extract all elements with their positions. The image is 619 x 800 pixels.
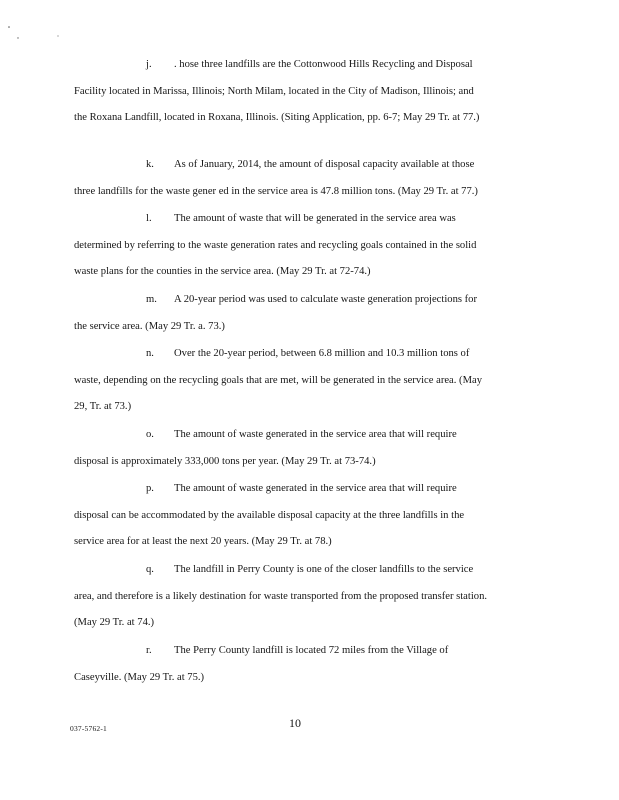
paragraph-text: The amount of waste that will be generated in the service area was — [174, 213, 456, 224]
paragraph-line: waste, depending on the recycling goals that are met, will be generated in the service area. (May — [74, 374, 482, 386]
paragraph-line: disposal can be accommodated by the available disposal capacity at the three landfills in the — [74, 509, 465, 521]
paragraph-line — [74, 156, 526, 183]
paragraph-text: The landfill in Perry County is one of the closer landfills to the service — [174, 564, 474, 575]
paragraph-text: The amount of waste generated in the service area that will require — [174, 483, 457, 494]
scan-specks — [6, 24, 66, 44]
paragraph-marker: n. — [146, 348, 154, 359]
paragraph-n — [74, 345, 526, 425]
paragraph-text: The amount of waste generated in the service area that will require — [174, 429, 457, 440]
paragraph-marker: r. — [146, 645, 152, 656]
paragraph-line: waste plans for the counties in the service area. (May 29 Tr. at 72-74.) — [74, 266, 371, 277]
paragraph-text: . hose three landfills are the Cottonwood Hills Recycling and Disposal — [174, 59, 473, 70]
paragraph-text: The Perry County landfill is located 72 miles from the Village of — [174, 645, 449, 656]
paragraph-line — [74, 642, 526, 669]
paragraph-line — [74, 291, 526, 318]
paragraph-marker: q. — [146, 564, 154, 575]
paragraph-line — [74, 210, 526, 237]
paragraph-line: the Roxana Landfill, located in Roxana, Illinois. (Siting Application, pp. 6-7; May 29 Tr. at 77.) — [74, 112, 480, 123]
paragraph-k — [74, 156, 526, 209]
paragraph-line — [74, 561, 526, 588]
paragraph-line — [74, 56, 526, 83]
paragraph-line: disposal is approximately 333,000 tons per year. (May 29 Tr. at 73-74.) — [74, 455, 376, 467]
paragraph-marker: p. — [146, 483, 154, 494]
paragraph-line: service area for at least the next 20 years. (May 29 Tr. at 78.) — [74, 536, 332, 547]
paragraph-marker: m. — [146, 294, 157, 305]
paragraph-line: Facility located in Marissa, Illinois; North Milam, located in the City of Madison, Illinois; and — [74, 85, 474, 97]
paragraph-line: 29, Tr. at 73.) — [74, 401, 132, 412]
paragraph-text: A 20-year period was used to calculate waste generation projections for — [174, 294, 477, 305]
paragraph-line: three landfills for the waste gener ed in the service area is 47.8 million tons. (May 29 Tr. at 77.) — [74, 185, 478, 197]
document-code: 037-5762-1 — [70, 724, 107, 733]
paragraph-o — [74, 426, 526, 479]
paragraph-line — [74, 480, 526, 507]
paragraph-text: Over the 20-year period, between 6.8 million and 10.3 million tons of — [174, 348, 470, 359]
paragraph-line: (May 29 Tr. at 74.) — [74, 617, 155, 628]
paragraph-l — [74, 210, 526, 290]
paragraph-marker: l. — [146, 213, 152, 224]
paragraph-line: the service area. (May 29 Tr. a. 73.) — [74, 320, 225, 332]
paragraph-j — [74, 56, 526, 136]
paragraph-marker: o. — [146, 429, 154, 440]
paragraph-marker: j. — [146, 59, 152, 70]
paragraph-m — [74, 291, 526, 344]
paragraph-r — [74, 642, 526, 695]
paragraph-q — [74, 561, 526, 641]
paragraph-line — [74, 345, 526, 372]
paragraph-line: area, and therefore is a likely destination for waste transported from the proposed transfer station. — [74, 590, 488, 602]
paragraph-marker: k. — [146, 159, 154, 170]
paragraph-text: As of January, 2014, the amount of disposal capacity available at those — [174, 159, 475, 170]
paragraph-line — [74, 426, 526, 453]
paragraph-line: determined by referring to the waste generation rates and recycling goals contained in the solid — [74, 239, 477, 251]
paragraph-p — [74, 480, 526, 560]
paragraph-line: Caseyville. (May 29 Tr. at 75.) — [74, 671, 205, 683]
page-number: 10 — [289, 716, 301, 730]
